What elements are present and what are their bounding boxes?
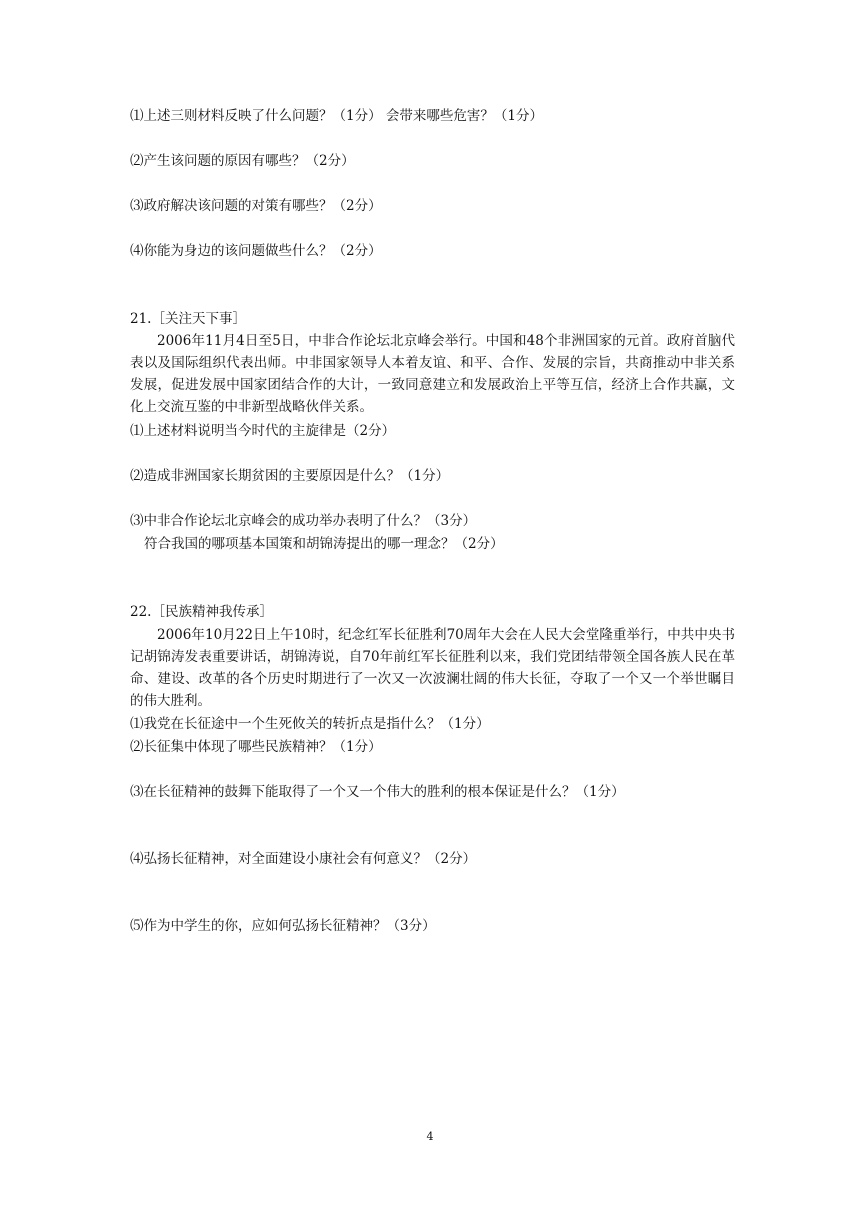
question-22-1: ⑴我党在长征途中一个生死攸关的转折点是指什么？（1分）: [130, 716, 490, 732]
question-22-heading: 22.［民族精神我传承］: [130, 604, 273, 620]
page-number: 4: [426, 1130, 434, 1143]
question-20-2: ⑵产生该问题的原因有哪些？（2分）: [130, 153, 355, 169]
question-22-material: 2006年10月22日上午10时，纪念红军长征胜利70周年大会在人民大会堂隆重举行，中共中央书记胡锦涛发表重要讲话，胡锦涛说，自70年前红军长征胜利以来，我们党团结带领全国各族人民在革命、建设、改革的各个历史时期进行了一次又一次波澜壮阔的伟大长征，夺取了一个又一个举世瞩目的伟大胜利。: [130, 627, 735, 709]
question-21-1: ⑴上述材料说明当今时代的主旋律是（2分）: [130, 423, 396, 439]
question-21-3: ⑶中非合作论坛北京峰会的成功举办表明了什么？（3分）: [130, 513, 477, 529]
question-21-heading: 21.［关注天下事］: [130, 311, 246, 327]
question-22-4: ⑷弘扬长征精神，对全面建设小康社会有何意义？（2分）: [130, 851, 477, 867]
question-22-5: ⑸作为中学生的你，应如何弘扬长征精神？（3分）: [130, 918, 436, 934]
question-20-1: ⑴上述三则材料反映了什么问题？（1分） 会带来哪些危害？（1分）: [130, 108, 543, 124]
question-21-2: ⑵造成非洲国家长期贫困的主要原因是什么？（1分）: [130, 468, 450, 484]
question-21-material: 2006年11月4日至5日，中非合作论坛北京峰会举行。中国和48个非洲国家的元首。政府首脑代表以及国际组织代表出师。中非国家领导人本着友谊、和平、合作、发展的宗旨，共商推动中非关系发展，促进发展中国家团结合作的大计，一致同意建立和发展政治上平等互信，经济上合作共赢，文化上交流互鉴的中非新型战略伙伴关系。: [130, 333, 735, 415]
question-20-4: ⑷你能为身边的该问题做些什么？（2分）: [130, 243, 382, 259]
question-20-3: ⑶政府解决该问题的对策有哪些？（2分）: [130, 198, 382, 214]
question-21-3b: 符合我国的哪项基本国策和胡锦涛提出的哪一理念？（2分）: [144, 536, 504, 552]
question-22-2: ⑵长征集中体现了哪些民族精神？（1分）: [130, 739, 382, 755]
question-22-3: ⑶在长征精神的鼓舞下能取得了一个又一个伟大的胜利的根本保证是什么？（1分）: [130, 784, 625, 800]
